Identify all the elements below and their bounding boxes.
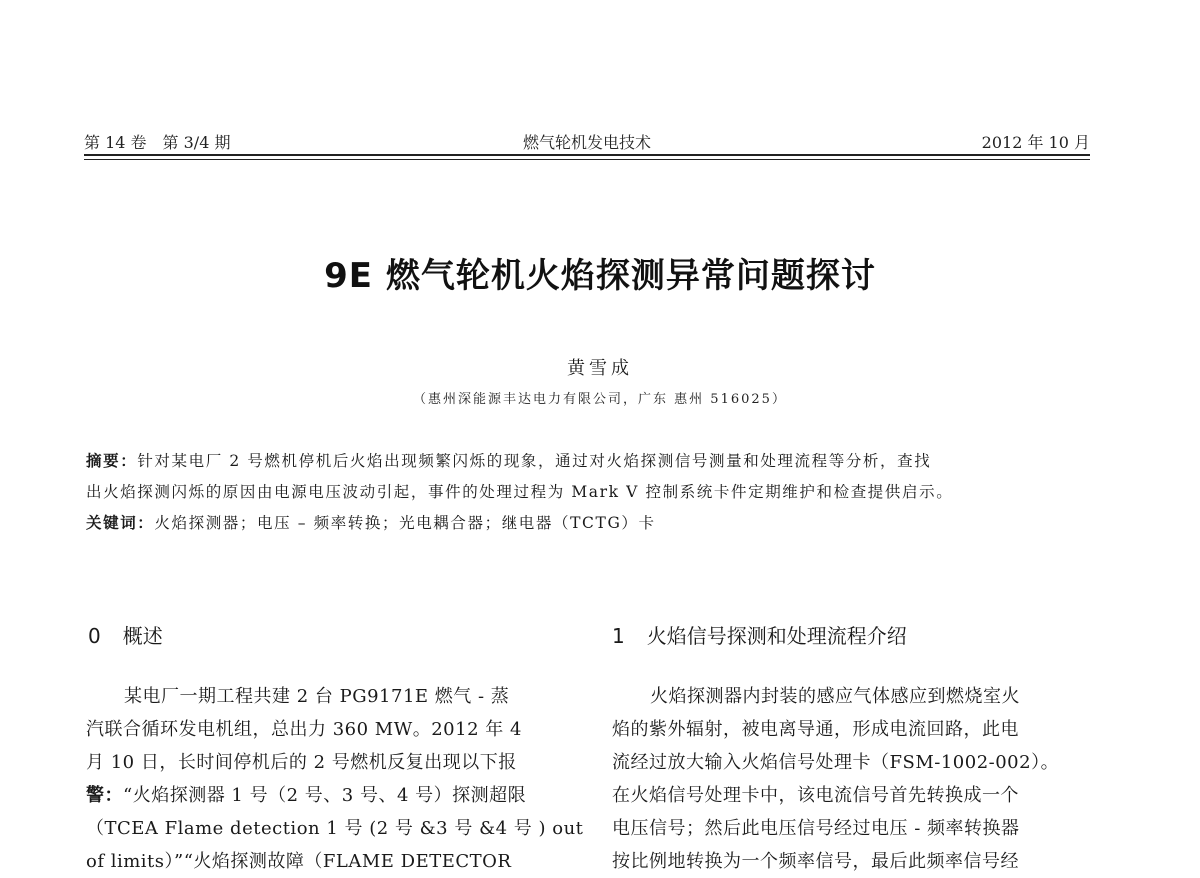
section-number: 0 [88,624,101,648]
left-column-body [86,680,584,878]
body-line: 按比例地转换为一个频率信号，最后此频率信号经 [612,851,1019,872]
header-rule-thin [84,159,1090,160]
abstract-line [86,446,1090,477]
header-rule-thick [84,154,1090,156]
abstract-line: 出火焰探测闪烁的原因由电源电压波动引起，事件的处理过程为 Mark V 控制系统卡件定期维护和检查提供启示。 [86,483,954,501]
body-line: 流经过放大输入火焰信号处理卡（FSM-1002-002）。 [612,752,1060,773]
body-line: 某电厂一期工程共建 2 台 PG9171E 燃气 - 蒸 [124,686,510,707]
keywords-line [86,508,1090,539]
abstract-text: 针对某电厂 2 号燃机停机后火焰出现频繁闪烁的现象，通过对火焰探测信号测量和处理流程等分析，查找 [137,452,932,470]
publication-date: 2012 年 10 月 [981,133,1090,152]
keywords-text: 火焰探测器；电压 – 频率转换；光电耦合器；继电器（TCTG）卡 [154,514,656,532]
body-line: 火焰探测器内封装的感应气体感应到燃烧室火 [650,686,1020,707]
abstract [86,446,1090,539]
body-line: 电压信号；然后此电压信号经过电压 - 频率转换器 [612,818,1020,839]
body-line: 在火焰信号处理卡中，该电流信号首先转换成一个 [612,785,1019,806]
body-line: （TCEA Flame detection 1 号 (2 号 &3 号 &4 号 ) out [86,818,584,839]
section-number: 1 [612,624,625,648]
bold-prefix: 警： [86,785,123,806]
body-line: 焰的紫外辐射，被电离导通，形成电流回路，此电 [612,719,1019,740]
body-line: 警：“火焰探测器 1 号（2 号、3 号、4 号）探测超限 [86,785,527,806]
body-line: of limits）”“火焰探测故障（FLAME DETECTOR [86,851,512,872]
running-header [84,128,1090,154]
section-heading-overview [88,620,163,649]
journal-name: 燃气轮机发电技术 [522,133,651,152]
section-title: 火焰信号探测和处理流程介绍 [646,624,907,648]
author-name: 黄雪成 [567,358,633,379]
section-heading-flame-detection [612,620,907,649]
paper-title: 9E 燃气轮机火焰探测异常问题探讨 [324,256,876,296]
keywords-label: 关键词： [86,514,155,532]
body-line: 月 10 日，长时间停机后的 2 号燃机反复出现以下报 [86,752,517,773]
body-line: 汽联合循环发电机组，总出力 360 MW。2012 年 4 [86,719,522,740]
volume-issue: 第 14 卷 第 3/4 期 [84,133,231,152]
abstract-label: 摘要： [86,452,138,470]
right-column-body [612,680,1102,878]
section-title: 概述 [122,624,163,648]
author-affiliation: （惠州深能源丰达电力有限公司，广东 惠州 516025） [413,392,787,407]
